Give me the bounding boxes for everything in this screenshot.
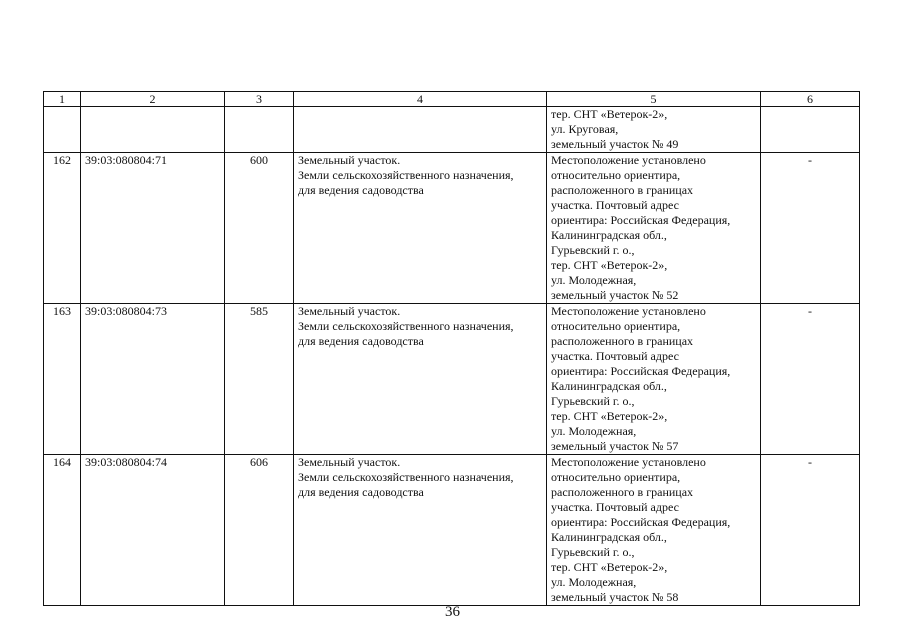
- location-line: тер. СНТ «Ветерок-2»,: [551, 258, 668, 272]
- row-number-cell: 163: [44, 304, 81, 455]
- description-line: Земельный участок.: [298, 455, 401, 469]
- location-line: ул. Молодежная,: [551, 575, 637, 589]
- note-cell: -: [761, 455, 860, 606]
- description-line: для ведения садоводства: [298, 334, 424, 348]
- table-body: [44, 107, 860, 606]
- location-line: ориентира: Российская Федерация,: [551, 515, 731, 529]
- row-number-cell: 162: [44, 153, 81, 304]
- description-cell: [294, 455, 547, 606]
- location-cell: [547, 107, 761, 153]
- location-line: земельный участок № 52: [551, 288, 679, 302]
- column-header: 4: [294, 92, 547, 107]
- description-line: Земли сельскохозяйственного назначения,: [298, 319, 514, 333]
- table-row: [44, 153, 860, 304]
- column-header: 5: [547, 92, 761, 107]
- location-line: земельный участок № 49: [551, 137, 679, 151]
- location-cell: [547, 153, 761, 304]
- description-line: Земельный участок.: [298, 304, 401, 318]
- location-line: тер. СНТ «Ветерок-2»,: [551, 409, 668, 423]
- location-line: расположенного в границах: [551, 183, 694, 197]
- cadastral-number-cell: [81, 107, 225, 153]
- area-cell: 606: [225, 455, 294, 606]
- location-line: участка. Почтовый адрес: [551, 349, 679, 363]
- note-cell: -: [761, 153, 860, 304]
- location-line: ориентира: Российская Федерация,: [551, 364, 731, 378]
- location-cell: [547, 304, 761, 455]
- location-line: относительно ориентира,: [551, 319, 681, 333]
- location-line: расположенного в границах: [551, 485, 694, 499]
- area-cell: [225, 107, 294, 153]
- location-line: Калининградская обл.,: [551, 379, 667, 393]
- location-line: Местоположение установлено: [551, 153, 706, 167]
- location-line: Калининградская обл.,: [551, 228, 667, 242]
- cadastral-number-cell: 39:03:080804:74: [81, 455, 225, 606]
- location-line: земельный участок № 57: [551, 439, 679, 453]
- description-line: для ведения садоводства: [298, 485, 424, 499]
- table-row: [44, 304, 860, 455]
- location-line: земельный участок № 58: [551, 590, 679, 604]
- location-line: участка. Почтовый адрес: [551, 500, 679, 514]
- continuation-row: [44, 107, 860, 153]
- description-line: для ведения садоводства: [298, 183, 424, 197]
- note-cell: [761, 107, 860, 153]
- location-line: Местоположение установлено: [551, 455, 706, 469]
- location-line: Местоположение установлено: [551, 304, 706, 318]
- column-header: 3: [225, 92, 294, 107]
- table-row: [44, 455, 860, 606]
- land-plots-table: [43, 91, 860, 606]
- row-number-cell: 164: [44, 455, 81, 606]
- cadastral-number-cell: 39:03:080804:71: [81, 153, 225, 304]
- description-line: Земельный участок.: [298, 153, 401, 167]
- description-cell: [294, 304, 547, 455]
- column-header: 2: [81, 92, 225, 107]
- area-cell: 585: [225, 304, 294, 455]
- location-line: Гурьевский г. о.,: [551, 243, 635, 257]
- location-line: относительно ориентира,: [551, 470, 681, 484]
- location-line: участка. Почтовый адрес: [551, 198, 679, 212]
- location-line: Калининградская обл.,: [551, 530, 667, 544]
- note-cell: -: [761, 304, 860, 455]
- description-cell: [294, 107, 547, 153]
- location-line: ул. Круговая,: [551, 122, 619, 136]
- description-line: Земли сельскохозяйственного назначения,: [298, 168, 514, 182]
- location-line: ул. Молодежная,: [551, 273, 637, 287]
- page-number: 36: [445, 604, 460, 620]
- description-cell: [294, 153, 547, 304]
- column-header: 6: [761, 92, 860, 107]
- location-line: относительно ориентира,: [551, 168, 681, 182]
- location-line: Гурьевский г. о.,: [551, 545, 635, 559]
- location-line: ул. Молодежная,: [551, 424, 637, 438]
- cadastral-number-cell: 39:03:080804:73: [81, 304, 225, 455]
- location-line: тер. СНТ «Ветерок-2»,: [551, 560, 668, 574]
- location-line: тер. СНТ «Ветерок-2»,: [551, 107, 668, 121]
- row-number-cell: [44, 107, 81, 153]
- location-line: расположенного в границах: [551, 334, 694, 348]
- location-line: ориентира: Российская Федерация,: [551, 213, 731, 227]
- description-line: Земли сельскохозяйственного назначения,: [298, 470, 514, 484]
- location-line: Гурьевский г. о.,: [551, 394, 635, 408]
- area-cell: 600: [225, 153, 294, 304]
- column-header: 1: [44, 92, 81, 107]
- header-row: [44, 92, 860, 107]
- location-cell: [547, 455, 761, 606]
